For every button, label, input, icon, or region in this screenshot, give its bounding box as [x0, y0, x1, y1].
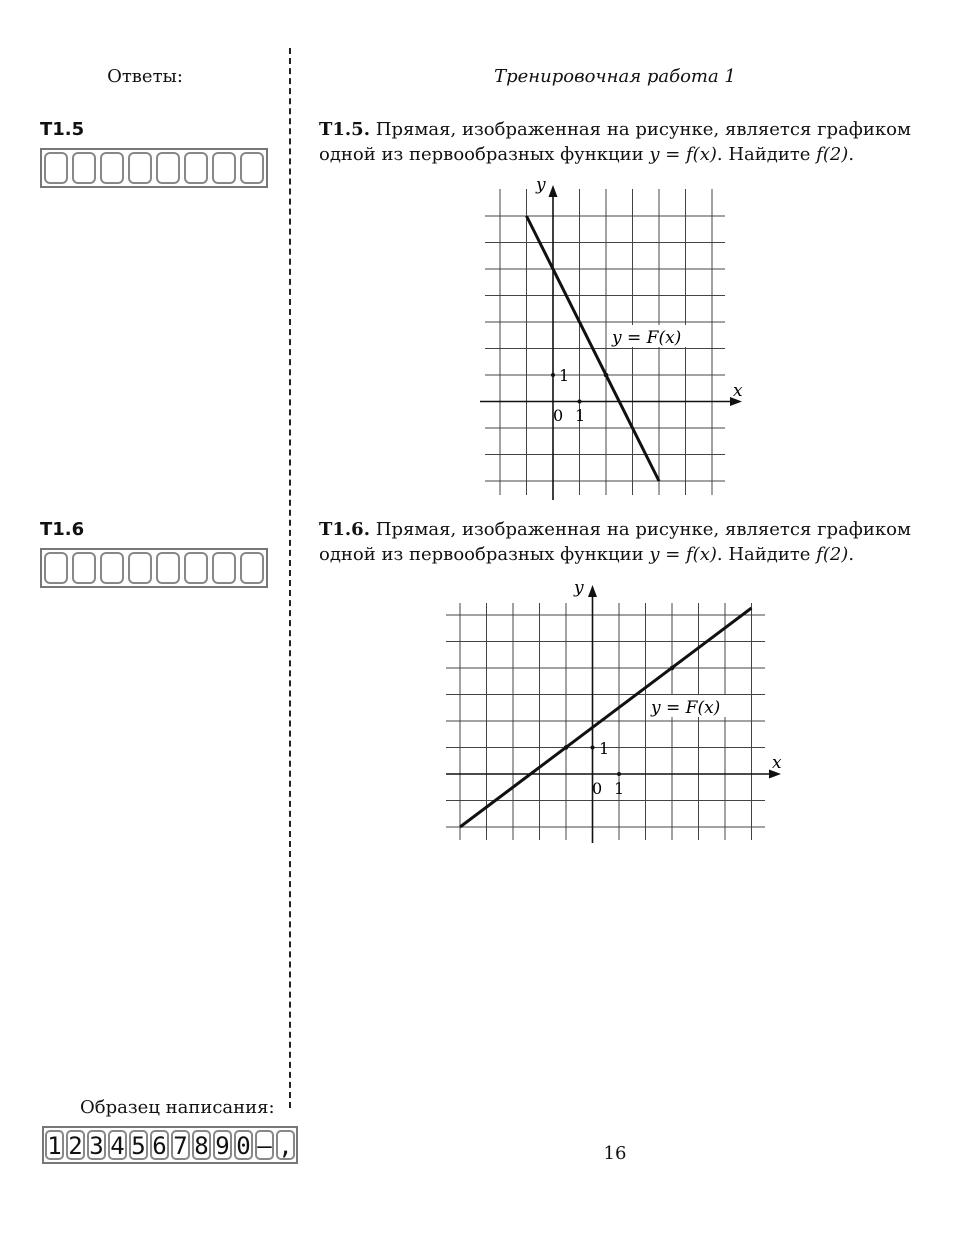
sample-label: Образец написания:: [80, 1097, 275, 1118]
problem-statement: Прямая, изображенная на рисунке, является графиком одной из первообразных функции: [319, 119, 911, 165]
x-tick-label: 1: [614, 779, 625, 798]
problem-statement: . Найдите: [716, 544, 817, 565]
sample-glyph: 2: [66, 1130, 85, 1160]
answer-cell[interactable]: [184, 552, 208, 584]
origin-label: 0: [553, 406, 564, 425]
sample-glyph: –: [255, 1130, 274, 1160]
graph-label: y = F(x): [651, 698, 721, 718]
formula: y = f(x): [649, 144, 717, 165]
line-point: [670, 666, 675, 671]
sample-glyph: 9: [213, 1130, 232, 1160]
answer-cell[interactable]: [100, 552, 124, 584]
answer-cell[interactable]: [240, 152, 264, 184]
y-axis-label: y: [574, 578, 584, 598]
problem-statement: .: [848, 544, 855, 565]
problem-statement: Прямая, изображенная на рисунке, является графиком одной из первообразных функции: [319, 519, 911, 565]
answer-cell[interactable]: [44, 152, 68, 184]
problem-text-t1-5: [319, 117, 911, 167]
sample-digits: [42, 1126, 298, 1164]
sample-glyph: 7: [171, 1130, 190, 1160]
tick-point: [578, 400, 582, 404]
answer-cell[interactable]: [184, 152, 208, 184]
sample-glyph: 3: [87, 1130, 106, 1160]
answer-cell[interactable]: [44, 552, 68, 584]
y-tick-label: 1: [559, 366, 570, 385]
answer-cell[interactable]: [100, 152, 124, 184]
answer-cell[interactable]: [156, 152, 180, 184]
answer-cell[interactable]: [212, 552, 236, 584]
sample-glyph: ,: [276, 1130, 295, 1160]
problem-statement: . Найдите: [716, 144, 817, 165]
tick-point: [591, 746, 595, 750]
answer-cell[interactable]: [72, 152, 96, 184]
formula: f(2): [816, 144, 849, 165]
formula: y = f(x): [649, 544, 717, 565]
answer-boxes-t1-6[interactable]: [40, 548, 268, 588]
graph-t1-5: [480, 175, 750, 500]
graph-label: y = F(x): [612, 328, 682, 348]
x-tick-label: 1: [575, 406, 586, 425]
sample-glyph: 5: [129, 1130, 148, 1160]
sample-glyph: 1: [45, 1130, 64, 1160]
sample-glyph: 0: [234, 1130, 253, 1160]
answer-cell[interactable]: [128, 552, 152, 584]
problem-text-t1-6: [319, 517, 911, 567]
formula: f(2): [816, 544, 849, 565]
sample-glyph: 4: [108, 1130, 127, 1160]
answer-cell[interactable]: [128, 152, 152, 184]
page-number: 16: [603, 1143, 627, 1164]
graph-t1-6: [443, 575, 788, 845]
line-point: [604, 373, 609, 378]
cut-line: [289, 48, 291, 1108]
y-tick-label: 1: [599, 739, 610, 758]
x-axis-label: x: [733, 381, 743, 401]
origin-label: 0: [592, 779, 603, 798]
answers-title: Ответы:: [107, 66, 183, 87]
work-title: Тренировочная работа 1: [494, 66, 736, 87]
sample-glyph: 8: [192, 1130, 211, 1160]
tick-point: [617, 772, 621, 776]
sample-glyph: 6: [150, 1130, 169, 1160]
problem-number: T1.5.: [319, 119, 370, 140]
y-axis-arrow: [588, 585, 597, 597]
answer-cell[interactable]: [212, 152, 236, 184]
grid: [446, 603, 765, 840]
answer-label-t1-6: T1.6: [40, 519, 85, 540]
answer-cell[interactable]: [156, 552, 180, 584]
problem-statement: .: [848, 144, 855, 165]
answer-cell[interactable]: [72, 552, 96, 584]
answer-boxes-t1-5[interactable]: [40, 148, 268, 188]
x-axis-label: x: [772, 753, 782, 773]
answer-cell[interactable]: [240, 552, 264, 584]
line-point: [564, 745, 569, 750]
y-axis-label: y: [536, 175, 546, 195]
y-axis-arrow: [549, 185, 558, 197]
problem-number: T1.6.: [319, 519, 370, 540]
answer-label-t1-5: T1.5: [40, 119, 85, 140]
tick-point: [551, 373, 555, 377]
